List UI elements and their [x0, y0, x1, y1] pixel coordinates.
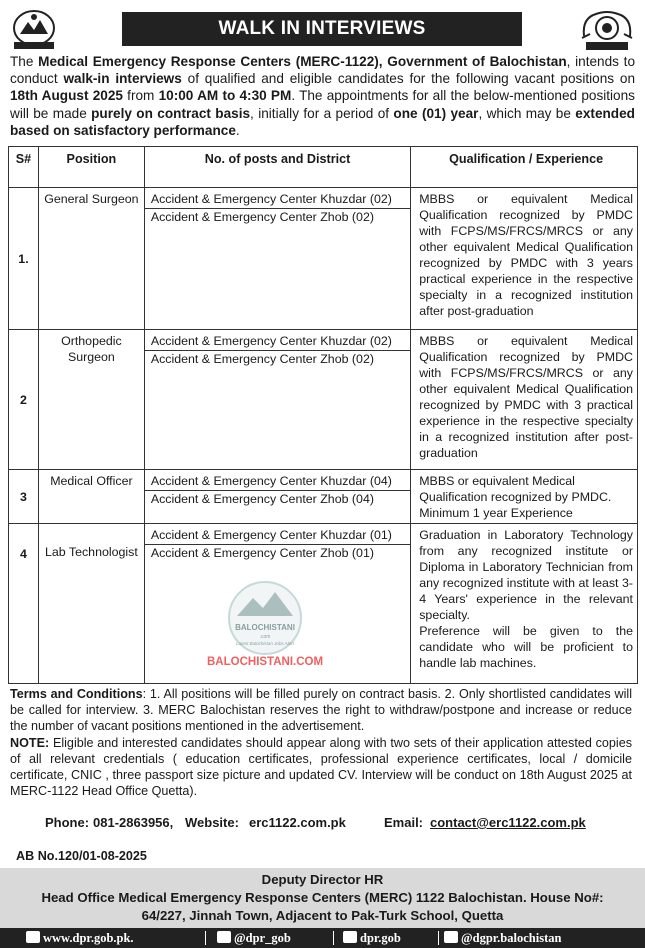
district-line: Accident & Emergency Center Khuzdar (02): [145, 191, 410, 209]
website-link[interactable]: erc1122.com.pk: [249, 815, 346, 830]
row-qualification: MBBS or equivalent Medical Qualification recognized by PMDC with FCPS/MS/FRCS/MRCS or any other equivalent Medical Qualification recognized by PMDC with 3 years practical experience in the respective specialty in a recognized institution after post-graduation: [411, 188, 638, 330]
merc-1122-emblem-icon: [578, 8, 636, 56]
intro-text: of qualified and eligible candidates for the following vacant positions on: [181, 71, 636, 87]
intro-text: , which may be: [478, 105, 576, 121]
qualification-extra: Preference will be given to the candidate who will be proficient to handle lab machines.: [419, 624, 633, 670]
watermark-site: BALOCHISTANI.COM: [207, 656, 324, 668]
watermark-seal-sub: .com: [259, 634, 271, 640]
table-row: [9, 330, 638, 470]
row-districts: [144, 470, 410, 524]
district-line: Accident & Emergency Center Zhob (02): [150, 352, 374, 366]
note-paragraph: [10, 735, 632, 800]
terms-text: : 1. All positions will be filled purely on contract basis. 2. Only shortlisted candidates will be called for interview. 3. MERC Balochistan reserves the right to withdraw/postpone and increase or reduce the number of vacant positions mentioned in the advertisement.: [10, 687, 633, 734]
row-sn: 1.: [9, 188, 39, 330]
contract-period: one (01) year: [393, 105, 479, 121]
row-position: Lab Technologist: [38, 524, 144, 684]
intro-text: .: [235, 122, 240, 138]
instagram-link[interactable]: [343, 928, 401, 948]
header-sn: S#: [9, 147, 39, 188]
header-qualification: Qualification / Experience: [411, 147, 638, 188]
facebook-text: @dgpr.balochistan: [461, 931, 562, 945]
facebook-icon: [444, 931, 458, 943]
web-text: www.dpr.gob.pk.: [43, 931, 134, 945]
contract-basis: purely on contract basis: [91, 105, 251, 121]
qualification-text: Graduation in Laboratory Technology from any recognized institute or Diploma in Laboratory Technician from any recognized institute with at least 3-4 Years' experience in the relevant specialty.: [419, 528, 633, 622]
phone-number[interactable]: 081-2863956,: [93, 815, 174, 830]
watermark-seal-text: BALOCHISTANI: [235, 623, 295, 632]
interview-date: 18th August 2025: [10, 88, 123, 104]
district-line: Accident & Emergency Center Zhob (02): [150, 210, 374, 224]
footer-address-line: 64/227, Jinnah Town, Adjacent to Pak-Turk School, Quetta: [141, 908, 504, 923]
watermark-seal-tag: Latest Balochistan Jobs Alert: [236, 641, 294, 646]
district-line: Accident & Emergency Center Khuzdar (01): [145, 527, 410, 545]
email-link[interactable]: contact@erc1122.com.pk: [430, 815, 586, 830]
interview-time: 10:00 AM to 4:30 PM: [158, 88, 292, 104]
header-posts-district: No. of posts and District: [144, 147, 410, 188]
page-title: WALK IN INTERVIEWS: [122, 12, 522, 46]
row-qualification: [411, 524, 638, 684]
district-line: Accident & Emergency Center Zhob (01): [150, 546, 374, 560]
district-line: Accident & Emergency Center Zhob (04): [150, 492, 374, 506]
row-position: Medical Officer: [38, 470, 144, 524]
email-label: Email:: [384, 815, 424, 830]
note-text: Eligible and interested candidates should appear along with two sets of their application attested copies of all relevant credentials ( education certificates, professional experience certificates, local / domicile certificate, CNIC , three passport size picture and updated CV. Interview will be conduct on 18th August 2025 at MERC-1122 Head Office Quetta).: [10, 735, 632, 799]
intro-text: The: [10, 54, 39, 69]
divider: [438, 931, 439, 945]
district-line: Accident & Emergency Center Khuzdar (02): [145, 333, 410, 351]
facebook-link[interactable]: [444, 928, 561, 948]
header-position: Position: [38, 147, 144, 188]
instagram-text: dpr.gob: [360, 931, 401, 945]
row-sn: 2: [9, 330, 39, 470]
intro-text: . The appointments for all the below-mentioned positions will be made: [10, 88, 635, 121]
divider: [333, 931, 334, 945]
table-header-row: [9, 147, 638, 188]
ab-number: AB No.120/01-08-2025: [16, 849, 147, 863]
row-districts: [144, 330, 410, 470]
row-position: Orthopedic Surgeon: [38, 330, 144, 470]
instagram-icon: [343, 931, 357, 943]
globe-icon: [26, 931, 40, 943]
footer-address: [0, 868, 645, 928]
social-bar: [0, 928, 645, 948]
balochistan-emblem-icon: [8, 8, 60, 52]
organization-name: Medical Emergency Response Centers (MERC-1122), Government of Balochistan: [38, 54, 567, 69]
terms-paragraph: [10, 686, 632, 735]
intro-text: , intends to conduct: [10, 54, 635, 87]
phone-label: Phone:: [45, 815, 90, 830]
row-sn: 4: [9, 524, 39, 684]
row-districts: [144, 188, 410, 330]
table-row: [9, 188, 638, 330]
extension-note: extended based on satisfactory performance: [10, 105, 635, 138]
divider: [205, 931, 206, 945]
top-strip: [0, 0, 645, 4]
intro-text: from: [122, 88, 159, 104]
website-label: Website:: [185, 815, 239, 830]
row-qualification: MBBS or equivalent Medical Qualification recognized by PMDC with FCPS/MS/FRCS/MRCS or any other equivalent Medical Qualification recognized by PMDC with 3 practical experience in the respective specialty in a recognized institution after post-graduation: [411, 330, 638, 470]
district-line: Accident & Emergency Center Khuzdar (04): [145, 473, 410, 491]
footer-office: Head Office Medical Emergency Response Centers (MERC) 1122 Balochistan. House No#:: [41, 890, 604, 905]
note-label: NOTE:: [10, 735, 50, 750]
terms-section: [10, 686, 632, 799]
twitter-text: @dpr_gob: [234, 931, 291, 945]
twitter-link[interactable]: [217, 928, 291, 948]
footer-designation: Deputy Director HR: [261, 872, 384, 887]
walk-in-interviews: walk-in interviews: [63, 71, 182, 87]
intro-paragraph: [10, 53, 635, 139]
table-row: [9, 470, 638, 524]
intro-text: , initially for a period of: [250, 105, 394, 121]
web-link[interactable]: [26, 928, 134, 948]
twitter-icon: [217, 931, 231, 943]
terms-label: Terms and Conditions: [10, 687, 143, 701]
row-qualification: MBBS or equivalent Medical Qualification recognized by PMDC. Minimum 1 year Experience: [411, 470, 638, 524]
row-position: General Surgeon: [38, 188, 144, 330]
row-sn: 3: [9, 470, 39, 524]
